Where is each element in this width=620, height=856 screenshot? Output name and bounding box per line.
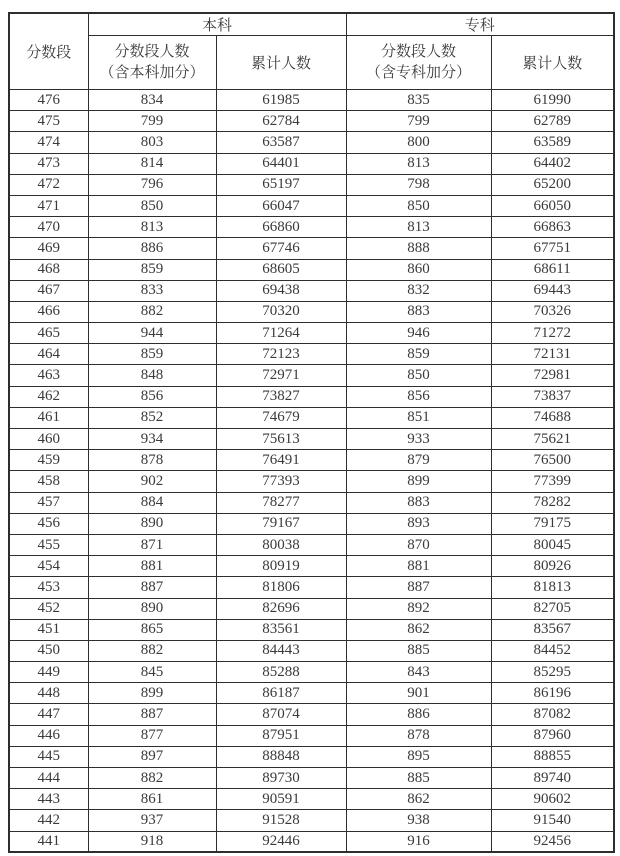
cell-benke-cumulative: 72123 xyxy=(216,344,346,365)
cell-score: 453 xyxy=(9,577,88,598)
cell-benke-cumulative: 92446 xyxy=(216,831,346,852)
cell-score: 470 xyxy=(9,217,88,238)
cell-zhuanke-cumulative: 80926 xyxy=(491,556,614,577)
cell-benke-cumulative: 91528 xyxy=(216,810,346,831)
cell-zhuanke-segment-count: 899 xyxy=(346,471,491,492)
table-row xyxy=(9,704,614,725)
table-row xyxy=(9,450,614,471)
table-row xyxy=(9,365,614,386)
cell-benke-segment-count: 882 xyxy=(88,768,216,789)
cell-benke-cumulative: 87074 xyxy=(216,704,346,725)
cell-benke-cumulative: 70320 xyxy=(216,301,346,322)
cell-zhuanke-cumulative: 66050 xyxy=(491,195,614,216)
cell-benke-segment-count: 899 xyxy=(88,683,216,704)
header-benke-segment-count-line1: 分数段人数 xyxy=(114,43,190,60)
header-zhuanke-group: 专科 xyxy=(346,13,614,36)
table-row xyxy=(9,746,614,767)
cell-benke-segment-count: 845 xyxy=(88,662,216,683)
cell-zhuanke-segment-count: 850 xyxy=(346,195,491,216)
cell-zhuanke-segment-count: 893 xyxy=(346,513,491,534)
header-zhuanke-cumulative: 累计人数 xyxy=(491,36,614,90)
cell-zhuanke-cumulative: 72131 xyxy=(491,344,614,365)
cell-zhuanke-cumulative: 67751 xyxy=(491,238,614,259)
cell-benke-segment-count: 902 xyxy=(88,471,216,492)
cell-benke-cumulative: 85288 xyxy=(216,662,346,683)
table-row xyxy=(9,768,614,789)
table-row xyxy=(9,90,614,111)
cell-benke-segment-count: 850 xyxy=(88,195,216,216)
cell-zhuanke-cumulative: 83567 xyxy=(491,619,614,640)
cell-benke-cumulative: 86187 xyxy=(216,683,346,704)
cell-benke-segment-count: 814 xyxy=(88,153,216,174)
table-row xyxy=(9,323,614,344)
cell-zhuanke-cumulative: 65200 xyxy=(491,174,614,195)
cell-benke-segment-count: 796 xyxy=(88,174,216,195)
cell-benke-cumulative: 75613 xyxy=(216,429,346,450)
cell-zhuanke-segment-count: 862 xyxy=(346,789,491,810)
cell-benke-segment-count: 852 xyxy=(88,407,216,428)
cell-zhuanke-cumulative: 63589 xyxy=(491,132,614,153)
cell-score: 471 xyxy=(9,195,88,216)
cell-benke-cumulative: 87951 xyxy=(216,725,346,746)
cell-zhuanke-segment-count: 888 xyxy=(346,238,491,259)
cell-score: 444 xyxy=(9,768,88,789)
cell-zhuanke-cumulative: 61990 xyxy=(491,90,614,111)
cell-zhuanke-segment-count: 881 xyxy=(346,556,491,577)
cell-zhuanke-cumulative: 66863 xyxy=(491,217,614,238)
table-row xyxy=(9,217,614,238)
cell-zhuanke-cumulative: 71272 xyxy=(491,323,614,344)
cell-benke-segment-count: 937 xyxy=(88,810,216,831)
cell-zhuanke-segment-count: 883 xyxy=(346,301,491,322)
cell-benke-segment-count: 887 xyxy=(88,704,216,725)
cell-zhuanke-segment-count: 850 xyxy=(346,365,491,386)
table-row xyxy=(9,301,614,322)
cell-score: 442 xyxy=(9,810,88,831)
cell-benke-cumulative: 78277 xyxy=(216,492,346,513)
cell-benke-cumulative: 71264 xyxy=(216,323,346,344)
cell-zhuanke-segment-count: 901 xyxy=(346,683,491,704)
table-row xyxy=(9,153,614,174)
cell-benke-segment-count: 882 xyxy=(88,640,216,661)
header-zhuanke-segment-count-line2: （含专科加分） xyxy=(366,64,472,81)
cell-benke-cumulative: 73827 xyxy=(216,386,346,407)
table-row xyxy=(9,577,614,598)
table-row xyxy=(9,280,614,301)
cell-zhuanke-segment-count: 883 xyxy=(346,492,491,513)
cell-score: 463 xyxy=(9,365,88,386)
header-benke-group: 本科 xyxy=(88,13,346,36)
cell-benke-cumulative: 66860 xyxy=(216,217,346,238)
cell-score: 455 xyxy=(9,534,88,555)
cell-benke-segment-count: 859 xyxy=(88,259,216,280)
cell-zhuanke-segment-count: 946 xyxy=(346,323,491,344)
cell-zhuanke-segment-count: 938 xyxy=(346,810,491,831)
cell-score: 461 xyxy=(9,407,88,428)
cell-score: 459 xyxy=(9,450,88,471)
cell-benke-cumulative: 90591 xyxy=(216,789,346,810)
cell-zhuanke-segment-count: 813 xyxy=(346,153,491,174)
cell-zhuanke-segment-count: 862 xyxy=(346,619,491,640)
cell-zhuanke-cumulative: 87960 xyxy=(491,725,614,746)
cell-score: 468 xyxy=(9,259,88,280)
cell-benke-segment-count: 934 xyxy=(88,429,216,450)
cell-zhuanke-cumulative: 75621 xyxy=(491,429,614,450)
cell-zhuanke-segment-count: 851 xyxy=(346,407,491,428)
cell-benke-cumulative: 67746 xyxy=(216,238,346,259)
cell-benke-segment-count: 799 xyxy=(88,111,216,132)
cell-zhuanke-segment-count: 933 xyxy=(346,429,491,450)
cell-score: 457 xyxy=(9,492,88,513)
cell-zhuanke-cumulative: 76500 xyxy=(491,450,614,471)
cell-benke-cumulative: 62784 xyxy=(216,111,346,132)
cell-benke-cumulative: 83561 xyxy=(216,619,346,640)
cell-zhuanke-cumulative: 79175 xyxy=(491,513,614,534)
cell-score: 475 xyxy=(9,111,88,132)
table-row xyxy=(9,725,614,746)
cell-zhuanke-segment-count: 800 xyxy=(346,132,491,153)
cell-zhuanke-segment-count: 843 xyxy=(346,662,491,683)
table-row xyxy=(9,662,614,683)
cell-score: 458 xyxy=(9,471,88,492)
table-row xyxy=(9,386,614,407)
cell-zhuanke-cumulative: 77399 xyxy=(491,471,614,492)
cell-score: 449 xyxy=(9,662,88,683)
cell-score: 473 xyxy=(9,153,88,174)
cell-zhuanke-cumulative: 69443 xyxy=(491,280,614,301)
header-score-range: 分数段 xyxy=(9,13,88,90)
cell-zhuanke-segment-count: 835 xyxy=(346,90,491,111)
cell-benke-cumulative: 88848 xyxy=(216,746,346,767)
cell-benke-cumulative: 81806 xyxy=(216,577,346,598)
cell-score: 454 xyxy=(9,556,88,577)
table-row xyxy=(9,513,614,534)
cell-zhuanke-segment-count: 860 xyxy=(346,259,491,280)
cell-benke-segment-count: 881 xyxy=(88,556,216,577)
cell-benke-cumulative: 76491 xyxy=(216,450,346,471)
cell-score: 464 xyxy=(9,344,88,365)
table-row xyxy=(9,619,614,640)
table-row xyxy=(9,344,614,365)
cell-benke-cumulative: 65197 xyxy=(216,174,346,195)
cell-benke-cumulative: 72971 xyxy=(216,365,346,386)
cell-benke-cumulative: 80038 xyxy=(216,534,346,555)
cell-score: 446 xyxy=(9,725,88,746)
cell-benke-segment-count: 886 xyxy=(88,238,216,259)
cell-zhuanke-cumulative: 72981 xyxy=(491,365,614,386)
header-sub-row xyxy=(9,36,614,90)
table-row xyxy=(9,492,614,513)
cell-benke-cumulative: 66047 xyxy=(216,195,346,216)
cell-zhuanke-cumulative: 85295 xyxy=(491,662,614,683)
cell-benke-cumulative: 79167 xyxy=(216,513,346,534)
table-row xyxy=(9,471,614,492)
cell-benke-segment-count: 890 xyxy=(88,598,216,619)
cell-benke-segment-count: 848 xyxy=(88,365,216,386)
cell-zhuanke-cumulative: 86196 xyxy=(491,683,614,704)
header-zhuanke-segment-count-line1: 分数段人数 xyxy=(381,43,457,60)
table-row xyxy=(9,831,614,852)
cell-zhuanke-cumulative: 82705 xyxy=(491,598,614,619)
header-benke-segment-count xyxy=(88,36,216,90)
cell-score: 472 xyxy=(9,174,88,195)
cell-zhuanke-segment-count: 813 xyxy=(346,217,491,238)
cell-zhuanke-segment-count: 892 xyxy=(346,598,491,619)
cell-zhuanke-segment-count: 856 xyxy=(346,386,491,407)
cell-zhuanke-cumulative: 91540 xyxy=(491,810,614,831)
cell-zhuanke-cumulative: 64402 xyxy=(491,153,614,174)
cell-zhuanke-cumulative: 88855 xyxy=(491,746,614,767)
table-row xyxy=(9,683,614,704)
cell-score: 441 xyxy=(9,831,88,852)
cell-benke-cumulative: 84443 xyxy=(216,640,346,661)
cell-benke-segment-count: 859 xyxy=(88,344,216,365)
cell-score: 443 xyxy=(9,789,88,810)
cell-zhuanke-segment-count: 798 xyxy=(346,174,491,195)
cell-score: 462 xyxy=(9,386,88,407)
table-row xyxy=(9,407,614,428)
cell-zhuanke-cumulative: 73837 xyxy=(491,386,614,407)
cell-benke-cumulative: 69438 xyxy=(216,280,346,301)
cell-zhuanke-cumulative: 89740 xyxy=(491,768,614,789)
cell-benke-segment-count: 871 xyxy=(88,534,216,555)
table-row xyxy=(9,556,614,577)
cell-zhuanke-segment-count: 886 xyxy=(346,704,491,725)
cell-benke-segment-count: 897 xyxy=(88,746,216,767)
cell-zhuanke-segment-count: 895 xyxy=(346,746,491,767)
cell-score: 448 xyxy=(9,683,88,704)
cell-benke-segment-count: 803 xyxy=(88,132,216,153)
cell-zhuanke-segment-count: 870 xyxy=(346,534,491,555)
cell-benke-segment-count: 918 xyxy=(88,831,216,852)
cell-benke-segment-count: 890 xyxy=(88,513,216,534)
cell-zhuanke-segment-count: 916 xyxy=(346,831,491,852)
cell-score: 474 xyxy=(9,132,88,153)
cell-zhuanke-cumulative: 92456 xyxy=(491,831,614,852)
cell-zhuanke-cumulative: 81813 xyxy=(491,577,614,598)
cell-score: 465 xyxy=(9,323,88,344)
cell-zhuanke-segment-count: 799 xyxy=(346,111,491,132)
cell-benke-segment-count: 884 xyxy=(88,492,216,513)
cell-zhuanke-cumulative: 80045 xyxy=(491,534,614,555)
header-group-row xyxy=(9,13,614,36)
table-row xyxy=(9,111,614,132)
cell-score: 445 xyxy=(9,746,88,767)
cell-zhuanke-segment-count: 885 xyxy=(346,768,491,789)
cell-zhuanke-cumulative: 62789 xyxy=(491,111,614,132)
cell-zhuanke-cumulative: 70326 xyxy=(491,301,614,322)
cell-zhuanke-cumulative: 90602 xyxy=(491,789,614,810)
table-row xyxy=(9,789,614,810)
table-row xyxy=(9,259,614,280)
cell-benke-segment-count: 882 xyxy=(88,301,216,322)
cell-zhuanke-segment-count: 878 xyxy=(346,725,491,746)
cell-benke-cumulative: 89730 xyxy=(216,768,346,789)
cell-score: 447 xyxy=(9,704,88,725)
cell-benke-segment-count: 878 xyxy=(88,450,216,471)
cell-zhuanke-segment-count: 879 xyxy=(346,450,491,471)
cell-score: 450 xyxy=(9,640,88,661)
cell-benke-cumulative: 63587 xyxy=(216,132,346,153)
cell-benke-cumulative: 80919 xyxy=(216,556,346,577)
cell-benke-segment-count: 877 xyxy=(88,725,216,746)
cell-score: 466 xyxy=(9,301,88,322)
cell-zhuanke-segment-count: 832 xyxy=(346,280,491,301)
cell-score: 452 xyxy=(9,598,88,619)
header-benke-segment-count-line2: （含本科加分） xyxy=(99,64,205,81)
table-row xyxy=(9,534,614,555)
cell-benke-cumulative: 61985 xyxy=(216,90,346,111)
cell-benke-segment-count: 856 xyxy=(88,386,216,407)
table-row xyxy=(9,238,614,259)
cell-zhuanke-segment-count: 885 xyxy=(346,640,491,661)
cell-score: 467 xyxy=(9,280,88,301)
cell-zhuanke-cumulative: 87082 xyxy=(491,704,614,725)
score-distribution-table xyxy=(8,12,615,853)
cell-benke-cumulative: 82696 xyxy=(216,598,346,619)
cell-benke-segment-count: 833 xyxy=(88,280,216,301)
cell-zhuanke-cumulative: 68611 xyxy=(491,259,614,280)
cell-score: 469 xyxy=(9,238,88,259)
score-table-body xyxy=(9,90,614,853)
table-row xyxy=(9,429,614,450)
cell-benke-cumulative: 68605 xyxy=(216,259,346,280)
cell-zhuanke-cumulative: 84452 xyxy=(491,640,614,661)
cell-benke-segment-count: 944 xyxy=(88,323,216,344)
table-row xyxy=(9,640,614,661)
cell-benke-segment-count: 834 xyxy=(88,90,216,111)
table-row xyxy=(9,195,614,216)
cell-score: 456 xyxy=(9,513,88,534)
cell-zhuanke-cumulative: 78282 xyxy=(491,492,614,513)
cell-benke-segment-count: 813 xyxy=(88,217,216,238)
cell-benke-segment-count: 865 xyxy=(88,619,216,640)
cell-zhuanke-segment-count: 859 xyxy=(346,344,491,365)
cell-benke-cumulative: 77393 xyxy=(216,471,346,492)
cell-zhuanke-cumulative: 74688 xyxy=(491,407,614,428)
header-benke-cumulative: 累计人数 xyxy=(216,36,346,90)
cell-score: 451 xyxy=(9,619,88,640)
header-zhuanke-segment-count xyxy=(346,36,491,90)
cell-score: 476 xyxy=(9,90,88,111)
table-row xyxy=(9,174,614,195)
cell-benke-segment-count: 887 xyxy=(88,577,216,598)
cell-benke-cumulative: 64401 xyxy=(216,153,346,174)
cell-zhuanke-segment-count: 887 xyxy=(346,577,491,598)
table-row xyxy=(9,132,614,153)
table-row xyxy=(9,810,614,831)
cell-score: 460 xyxy=(9,429,88,450)
table-row xyxy=(9,598,614,619)
cell-benke-cumulative: 74679 xyxy=(216,407,346,428)
cell-benke-segment-count: 861 xyxy=(88,789,216,810)
table-header xyxy=(9,13,614,90)
